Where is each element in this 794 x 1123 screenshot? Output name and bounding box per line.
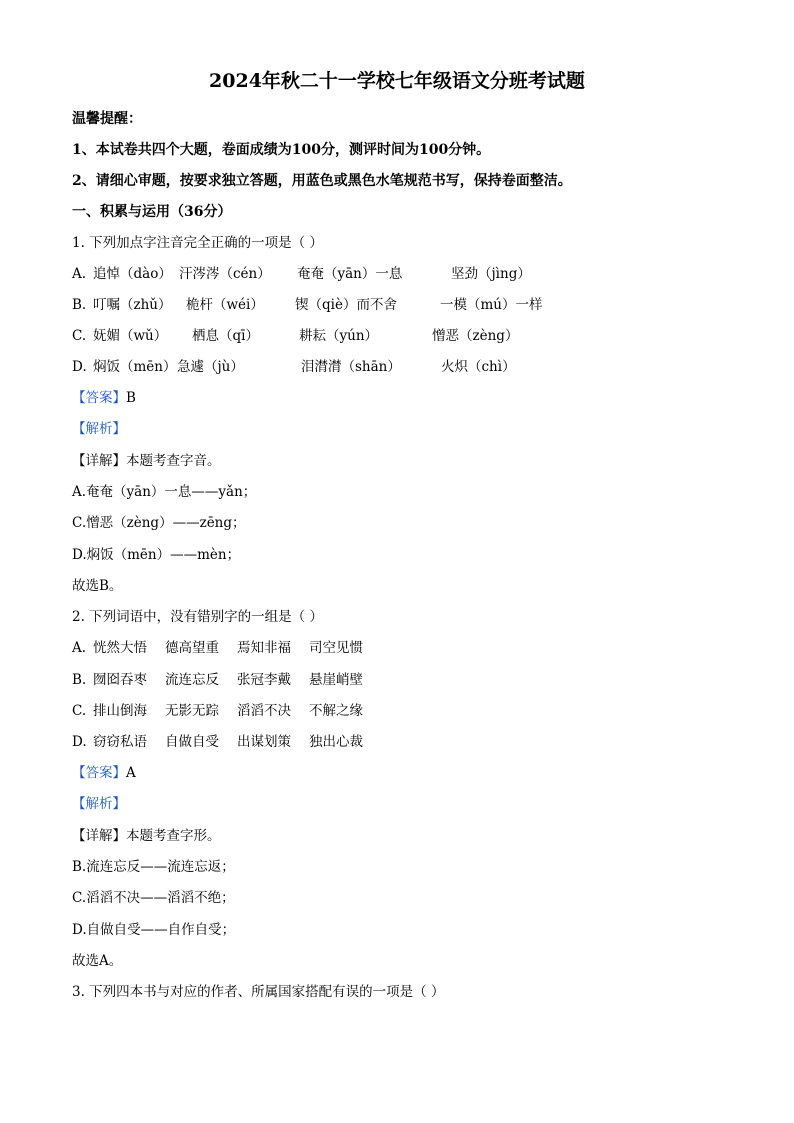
- option-item: 奄奄（yān）一息: [297, 266, 403, 282]
- detail-text: 本题考查字形。: [126, 828, 221, 844]
- option-label: A.: [72, 266, 87, 282]
- question-2-explanation-c: C.滔滔不决——滔滔不绝；: [72, 890, 235, 906]
- option-item: 囫囵吞枣: [93, 672, 147, 688]
- option-item: 妩媚（wǔ）: [93, 328, 168, 344]
- option-item: 焖饭（mēn）: [93, 359, 177, 375]
- option-item: 独出心裁: [309, 734, 363, 750]
- option-label: C.: [72, 703, 87, 719]
- question-2-analysis-tag: 【解析】: [72, 796, 126, 812]
- question-1-detail: [72, 451, 221, 471]
- option-item: 桅杆（wéi）: [186, 297, 264, 313]
- option-item: 叮嘱（zhǔ）: [93, 297, 172, 313]
- question-3-stem: 3. 下列四本书与对应的作者、所属国家搭配有误的一项是（ ）: [72, 984, 445, 1000]
- option-item: 德高望重: [165, 640, 219, 656]
- page-title: 2024年秋二十一学校七年级语文分班考试题: [209, 70, 585, 92]
- detail-tag: 【详解】: [72, 453, 126, 469]
- answer-tag: 【答案】: [72, 390, 126, 406]
- question-1-explanation-c: C.憎恶（zèng）——zēng；: [72, 515, 246, 531]
- notice-heading: 温馨提醒：: [72, 111, 142, 127]
- option-item: 追悼（dào）: [93, 266, 172, 282]
- detail-tag: 【详解】: [72, 828, 126, 844]
- option-item: 流连忘反: [165, 672, 219, 688]
- option-item: 司空见惯: [309, 640, 363, 656]
- answer-tag: 【答案】: [72, 765, 126, 781]
- option-item: 出谋划策: [237, 734, 291, 750]
- option-item: 悬崖峭壁: [309, 672, 363, 688]
- question-1-explanation-a: A.奄奄（yān）一息——yǎn；: [72, 484, 257, 500]
- option-item: 憎恶（zèng）: [432, 328, 519, 344]
- notice-item-1: 1、本试卷共四个大题，卷面成绩为100分，测评时间为100分钟。: [72, 142, 491, 158]
- question-2-explanation-d: D.自做自受——自作自受；: [72, 922, 236, 938]
- answer-value: A: [126, 765, 136, 781]
- answer-value: B: [126, 390, 136, 406]
- option-item: 不解之缘: [309, 703, 363, 719]
- option-item: 汗涔涔（cén）: [179, 266, 271, 282]
- option-item: 自做自受: [165, 734, 219, 750]
- question-1-explanation-d: D.焖饭（mēn）——mèn；: [72, 547, 241, 563]
- option-item: 无影无踪: [165, 703, 219, 719]
- question-2-stem: 2. 下列词语中，没有错别字的一组是（ ）: [72, 609, 323, 625]
- question-2-detail: [72, 826, 221, 846]
- question-1-analysis-tag: 【解析】: [72, 421, 126, 437]
- option-item: 耕耘（yún）: [299, 328, 379, 344]
- option-item: 栖息（qī）: [192, 328, 259, 344]
- option-item: 锲（qiè）而不舍: [295, 297, 397, 313]
- question-2-conclusion: 故选A。: [72, 953, 123, 969]
- option-item: 急遽（jù）: [177, 359, 244, 375]
- question-1-conclusion: 故选B。: [72, 578, 123, 594]
- question-1-answer: [72, 388, 136, 408]
- detail-text: 本题考查字音。: [126, 453, 221, 469]
- option-label: C.: [72, 328, 87, 344]
- question-2-explanation-b: B.流连忘反——流连忘返；: [72, 859, 235, 875]
- question-1-stem: 1. 下列加点字注音完全正确的一项是（ ）: [72, 235, 323, 251]
- option-item: 泪潸潸（shān）: [301, 359, 401, 375]
- option-item: 火炽（chì）: [441, 359, 516, 375]
- option-item: 排山倒海: [93, 703, 147, 719]
- section-heading-1: 一、积累与运用（36分）: [72, 204, 232, 220]
- question-2-answer: [72, 763, 136, 783]
- notice-item-2: 2、请细心审题，按要求独立答题，用蓝色或黑色水笔规范书写，保持卷面整洁。: [72, 173, 572, 189]
- option-item: 一模（mú）一样: [440, 297, 543, 313]
- option-item: 恍然大悟: [93, 640, 147, 656]
- option-item: 焉知非福: [237, 640, 291, 656]
- option-item: 窃窃私语: [93, 734, 147, 750]
- option-item: 张冠李戴: [237, 672, 291, 688]
- option-label: A.: [72, 640, 87, 656]
- option-label: B.: [72, 672, 87, 688]
- option-label: B.: [72, 297, 87, 313]
- option-label: D.: [72, 734, 87, 750]
- option-item: 坚劲（jìng）: [451, 266, 531, 282]
- option-item: 滔滔不决: [237, 703, 291, 719]
- option-label: D.: [72, 359, 87, 375]
